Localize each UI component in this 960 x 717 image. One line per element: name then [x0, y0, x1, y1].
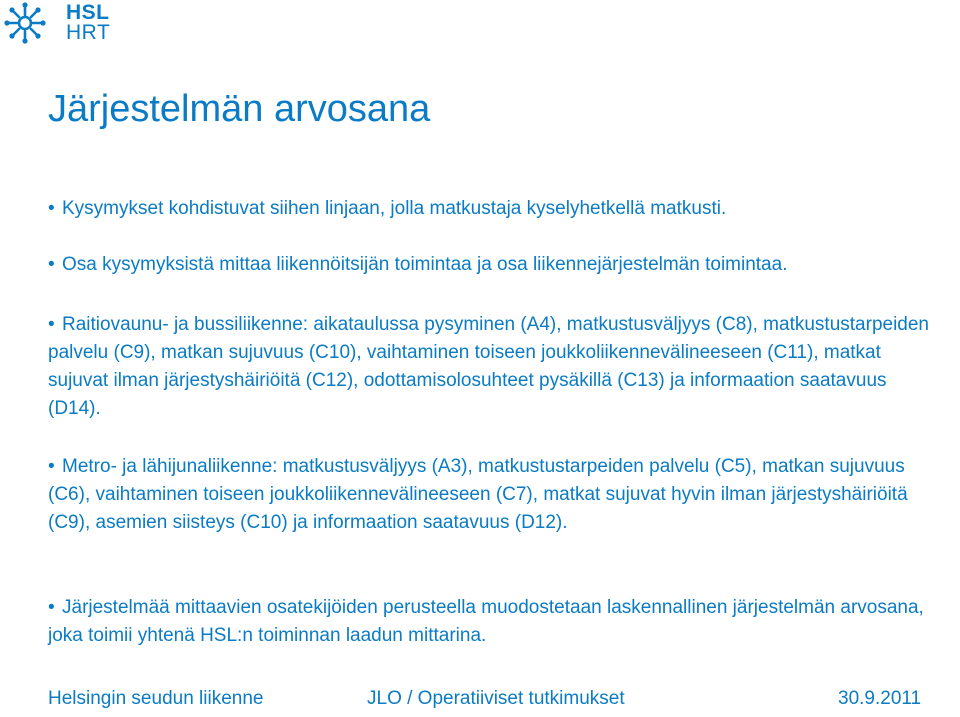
bullet-text: Raitiovaunu- ja bussiliikenne: aikataulussa pysyminen (A4), matkustusväljyys (C8), matkustustarpeiden palvelu (C9), matkan sujuvuus (C10), vaihtaminen toiseen joukkoliikennevälineeseen (C11), matkat sujuvat ilman järjestyshäiriöitä (C12), odottamisolosuhteet pysäkillä (C13) ja informaation saatavuus (D14).	[48, 314, 929, 419]
logo-line-2: HRT	[66, 21, 111, 44]
footer-department: JLO / Operatiiviset tutkimukset	[367, 688, 625, 709]
footer-date: 30.9.2011	[838, 688, 922, 709]
hsl-logo	[0, 0, 130, 50]
bullet-marker: •	[48, 597, 55, 618]
bullet-item-5	[48, 594, 938, 650]
bullet-marker: •	[48, 254, 55, 275]
bullet-item-2	[48, 251, 787, 279]
bullet-marker: •	[48, 198, 55, 219]
slide-title: Järjestelmän arvosana	[48, 88, 431, 130]
hsl-logo-text	[66, 3, 110, 43]
bullet-text: Osa kysymyksistä mittaa liikennöitsijän toimintaa ja osa liikennejärjestelmän toimintaa.	[62, 254, 788, 275]
bullet-item-3	[48, 311, 938, 423]
bullet-marker: •	[48, 314, 55, 335]
slide-footer	[0, 688, 960, 712]
logo-line-1: HSL	[66, 1, 110, 24]
footer-organization: Helsingin seudun liikenne	[48, 688, 264, 709]
bullet-item-1	[48, 195, 726, 223]
bullet-item-4	[48, 453, 938, 537]
bullet-text: Kysymykset kohdistuvat siihen linjaan, jolla matkustaja kyselyhetkellä matkusti.	[62, 198, 727, 219]
bullet-marker: •	[48, 456, 55, 477]
bullet-text: Järjestelmää mittaavien osatekijöiden perusteella muodostetaan laskennallinen järjestelmän arvosana, joka toimii yhtenä HSL:n toiminnan laadun mittarina.	[48, 597, 924, 646]
bullet-text: Metro- ja lähijunaliikenne: matkustusväljyys (A3), matkustustarpeiden palvelu (C5), matkan sujuvuus (C6), vaihtaminen toiseen joukkoliikennevälineeseen (C7), matkat sujuvat hyvin ilman järjestyshäiriöitä (C9), asemien siisteys (C10) ja informaation saatavuus (D12).	[48, 456, 908, 533]
hsl-logo-icon	[4, 2, 46, 44]
